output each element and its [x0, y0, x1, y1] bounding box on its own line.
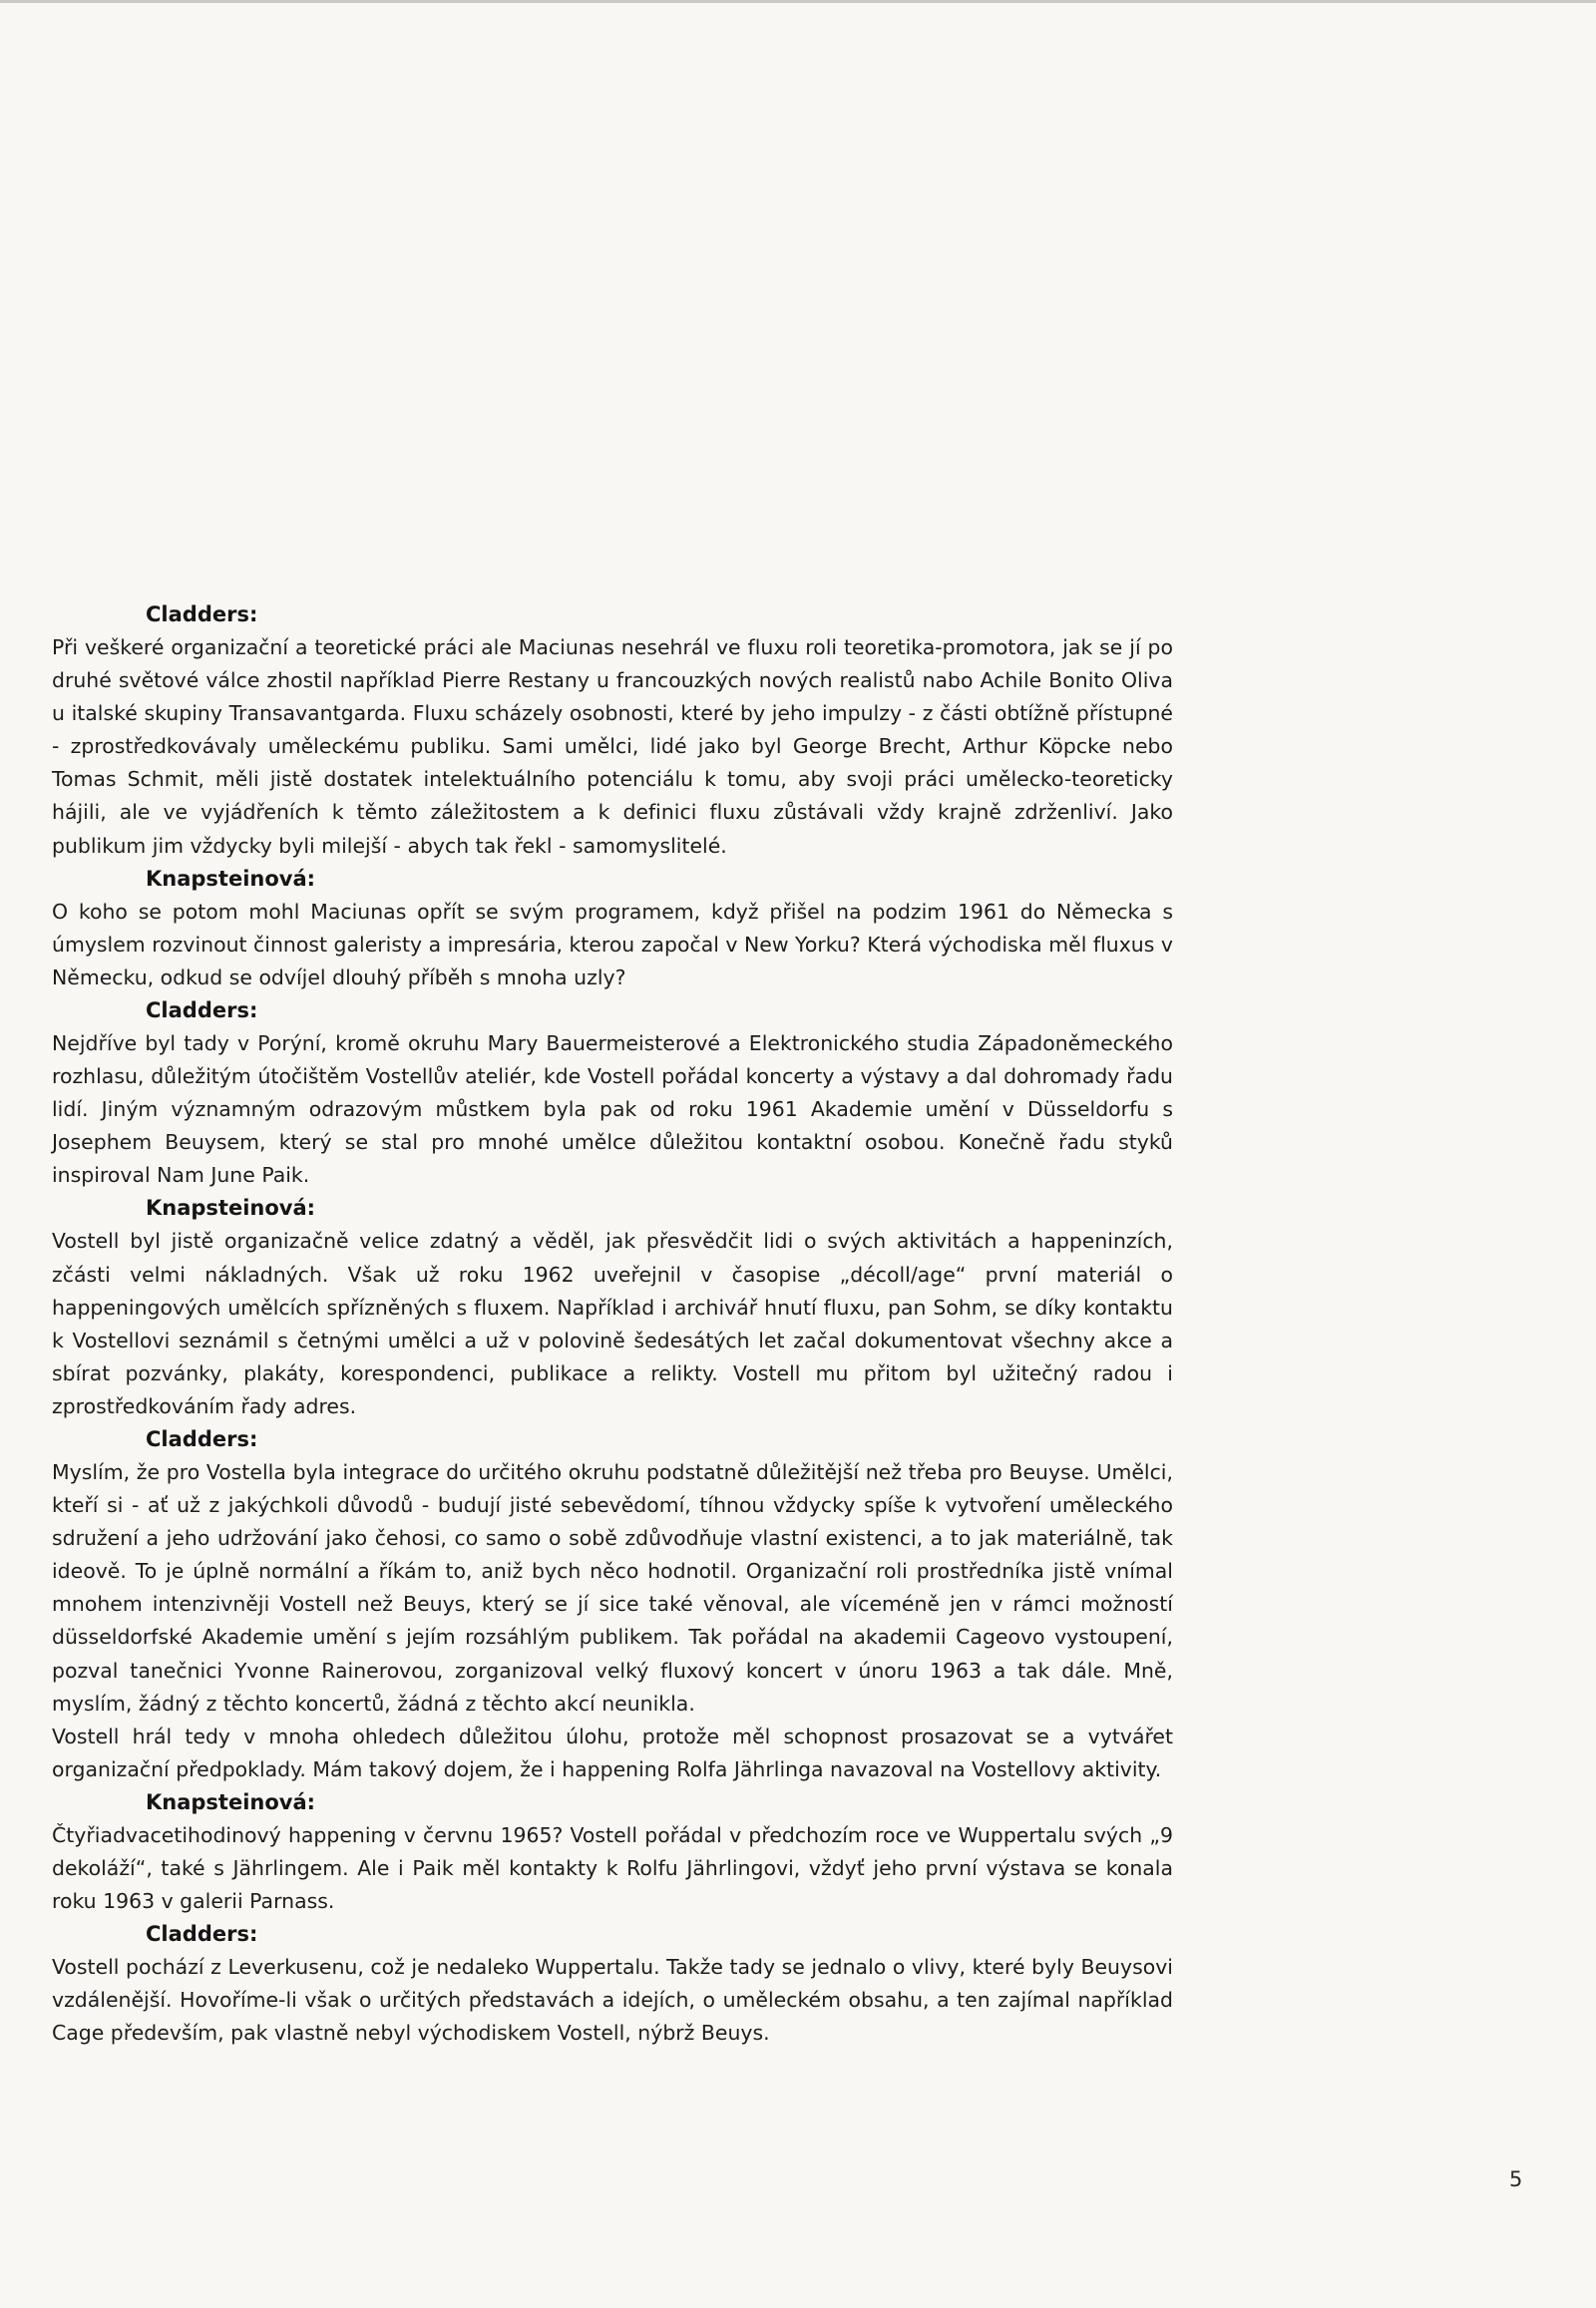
top-edge-line — [0, 0, 1596, 3]
paragraph: Myslím, že pro Vostella byla integrace do určitého okruhu podstatně důležitější než třeba pro Beuyse. Umělci, kteří si - ať už z jakýchkoli důvodů - budují jisté sebevědomí, tíhnou vždycky spíše k vytvoření uměleckého sdružení a jeho udržování jako čehosi, co samo o sobě zdůvodňuje vlastní existenci, a to jak materiálně, tak ideově. To je úplně normální a říkám to, aniž bych něco hodnotil. Organizační roli prostředníka jistě vnímal mnohem intenzivněji Vostell než Beuys, který se jí sice také věnoval, ale víceméně jen v rámci možností düsseldorfské Akademie umění s jejím rozsáhlým publikem. Tak pořádal na akademii Cageovo vystoupení, pozval tanečnici Yvonne Rainerovou, zorganizoval velký fluxový koncert v únoru 1963 a tak dále. Mně, myslím, žádný z těchto koncertů, žádná z těchto akcí neunikla. — [52, 1459, 1173, 1716]
speaker-label: Cladders: — [146, 1922, 258, 1947]
interview-text — [52, 598, 1173, 2050]
paragraph: O koho se potom mohl Maciunas opřít se svým programem, když přišel na podzim 1961 do Německa s úmyslem rozvinout činnost galeristy a impresária, kterou započal v New Yorku? Která východiska měl fluxus v Německu, odkud se odvíjel dlouhý příběh s mnoha uzly? — [52, 899, 1173, 989]
paragraph: Nejdříve byl tady v Porýní, kromě okruhu Mary Bauermeisterové a Elektronického studia Západoněmeckého rozhlasu, důležitým útočištěm Vostellův ateliér, kde Vostell pořádal koncerty a výstavy a dal dohromady řadu lidí. Jiným významným odrazovým můstkem byla pak od roku 1961 Akademie umění v Düsseldorfu s Josephem Beuysem, který se stal pro mnohé umělce důležitou kontaktní osobou. Konečně řadu styků inspiroval Nam June Paik. — [52, 1030, 1173, 1188]
paragraph: Vostell byl jistě organizačně velice zdatný a věděl, jak přesvědčit lidi o svých aktivitách a happeninzích, zčásti velmi nákladných. Však už roku 1962 uveřejnil v časopise „décoll/age“ první materiál o happeningových umělcích spřízněných s fluxem. Například i archivář hnutí fluxu, pan Sohm, se díky kontaktu k Vostellovi seznámil s četnými umělci a už v polovině šedesátých let začal dokumentovat všechny akce a sbírat pozvánky, plakáty, korespondenci, publikace a relikty. Vostell mu přitom byl užitečný radou i zprostředkováním řady adres. — [52, 1229, 1173, 1418]
paragraph: Vostell hrál tedy v mnoha ohledech důležitou úlohu, protože měl schopnost prosazovat se a vytvářet organizační předpoklady. Mám takový dojem, že i happening Rolfa Jährlinga navazoval na Vostellovy aktivity. — [52, 1724, 1173, 1781]
speaker-label: Knapsteinová: — [146, 1789, 316, 1814]
paragraph: Vostell pochází z Leverkusenu, což je nedaleko Wuppertalu. Takže tady se jednalo o vlivy, které byly Beuysovi vzdálenější. Hovoříme-li však o určitých představách a idejích, o uměleckém obsahu, a ten zajímal například Cage především, pak vlastně nebyl východiskem Vostell, nýbrž Beuys. — [52, 1955, 1173, 2046]
speaker-label: Knapsteinová: — [146, 1196, 316, 1221]
speaker-label: Cladders: — [146, 602, 258, 626]
speaker-label: Knapsteinová: — [146, 866, 316, 891]
speaker-label: Cladders: — [146, 1426, 258, 1451]
paragraph: Čtyřiadvacetihodinový happening v červnu 1965? Vostell pořádal v předchozím roce ve Wuppertalu svých „9 dekoláží“, také s Jährlingem. Ale i Paik měl kontakty k Rolfu Jährlingovi, vždyť jeho první výstava se konala roku 1963 v galerii Parnass. — [52, 1822, 1173, 1914]
paragraph: Při veškeré organizační a teoretické práci ale Maciunas nesehrál ve fluxu roli teoretika-promotora, jak se jí po druhé světové válce zhostil například Pierre Restany u francouzkých nových realistů nabo Achile Bonito Oliva u italské skupiny Transavantgarda. Fluxu scházely osobnosti, které by jeho impulzy - z části obtížně přístupné - zprostředkovávaly uměleckému publiku. Sami umělci, lidé jako byl George Brecht, Arthur Köpcke nebo Tomas Schmit, měli jistě dostatek intelektuálního potenciálu k tomu, aby svoji práci umělecko-teoreticky hájili, ale ve vyjádřeních k těmto záležitostem a k definici fluxu zůstávali vždy krajně zdrženliví. Jako publikum jim vždycky byli milejší - abych tak řekl - samomyslitelé. — [52, 635, 1173, 858]
speaker-label: Cladders: — [146, 997, 258, 1022]
page-number: 5 — [1509, 2167, 1523, 2191]
